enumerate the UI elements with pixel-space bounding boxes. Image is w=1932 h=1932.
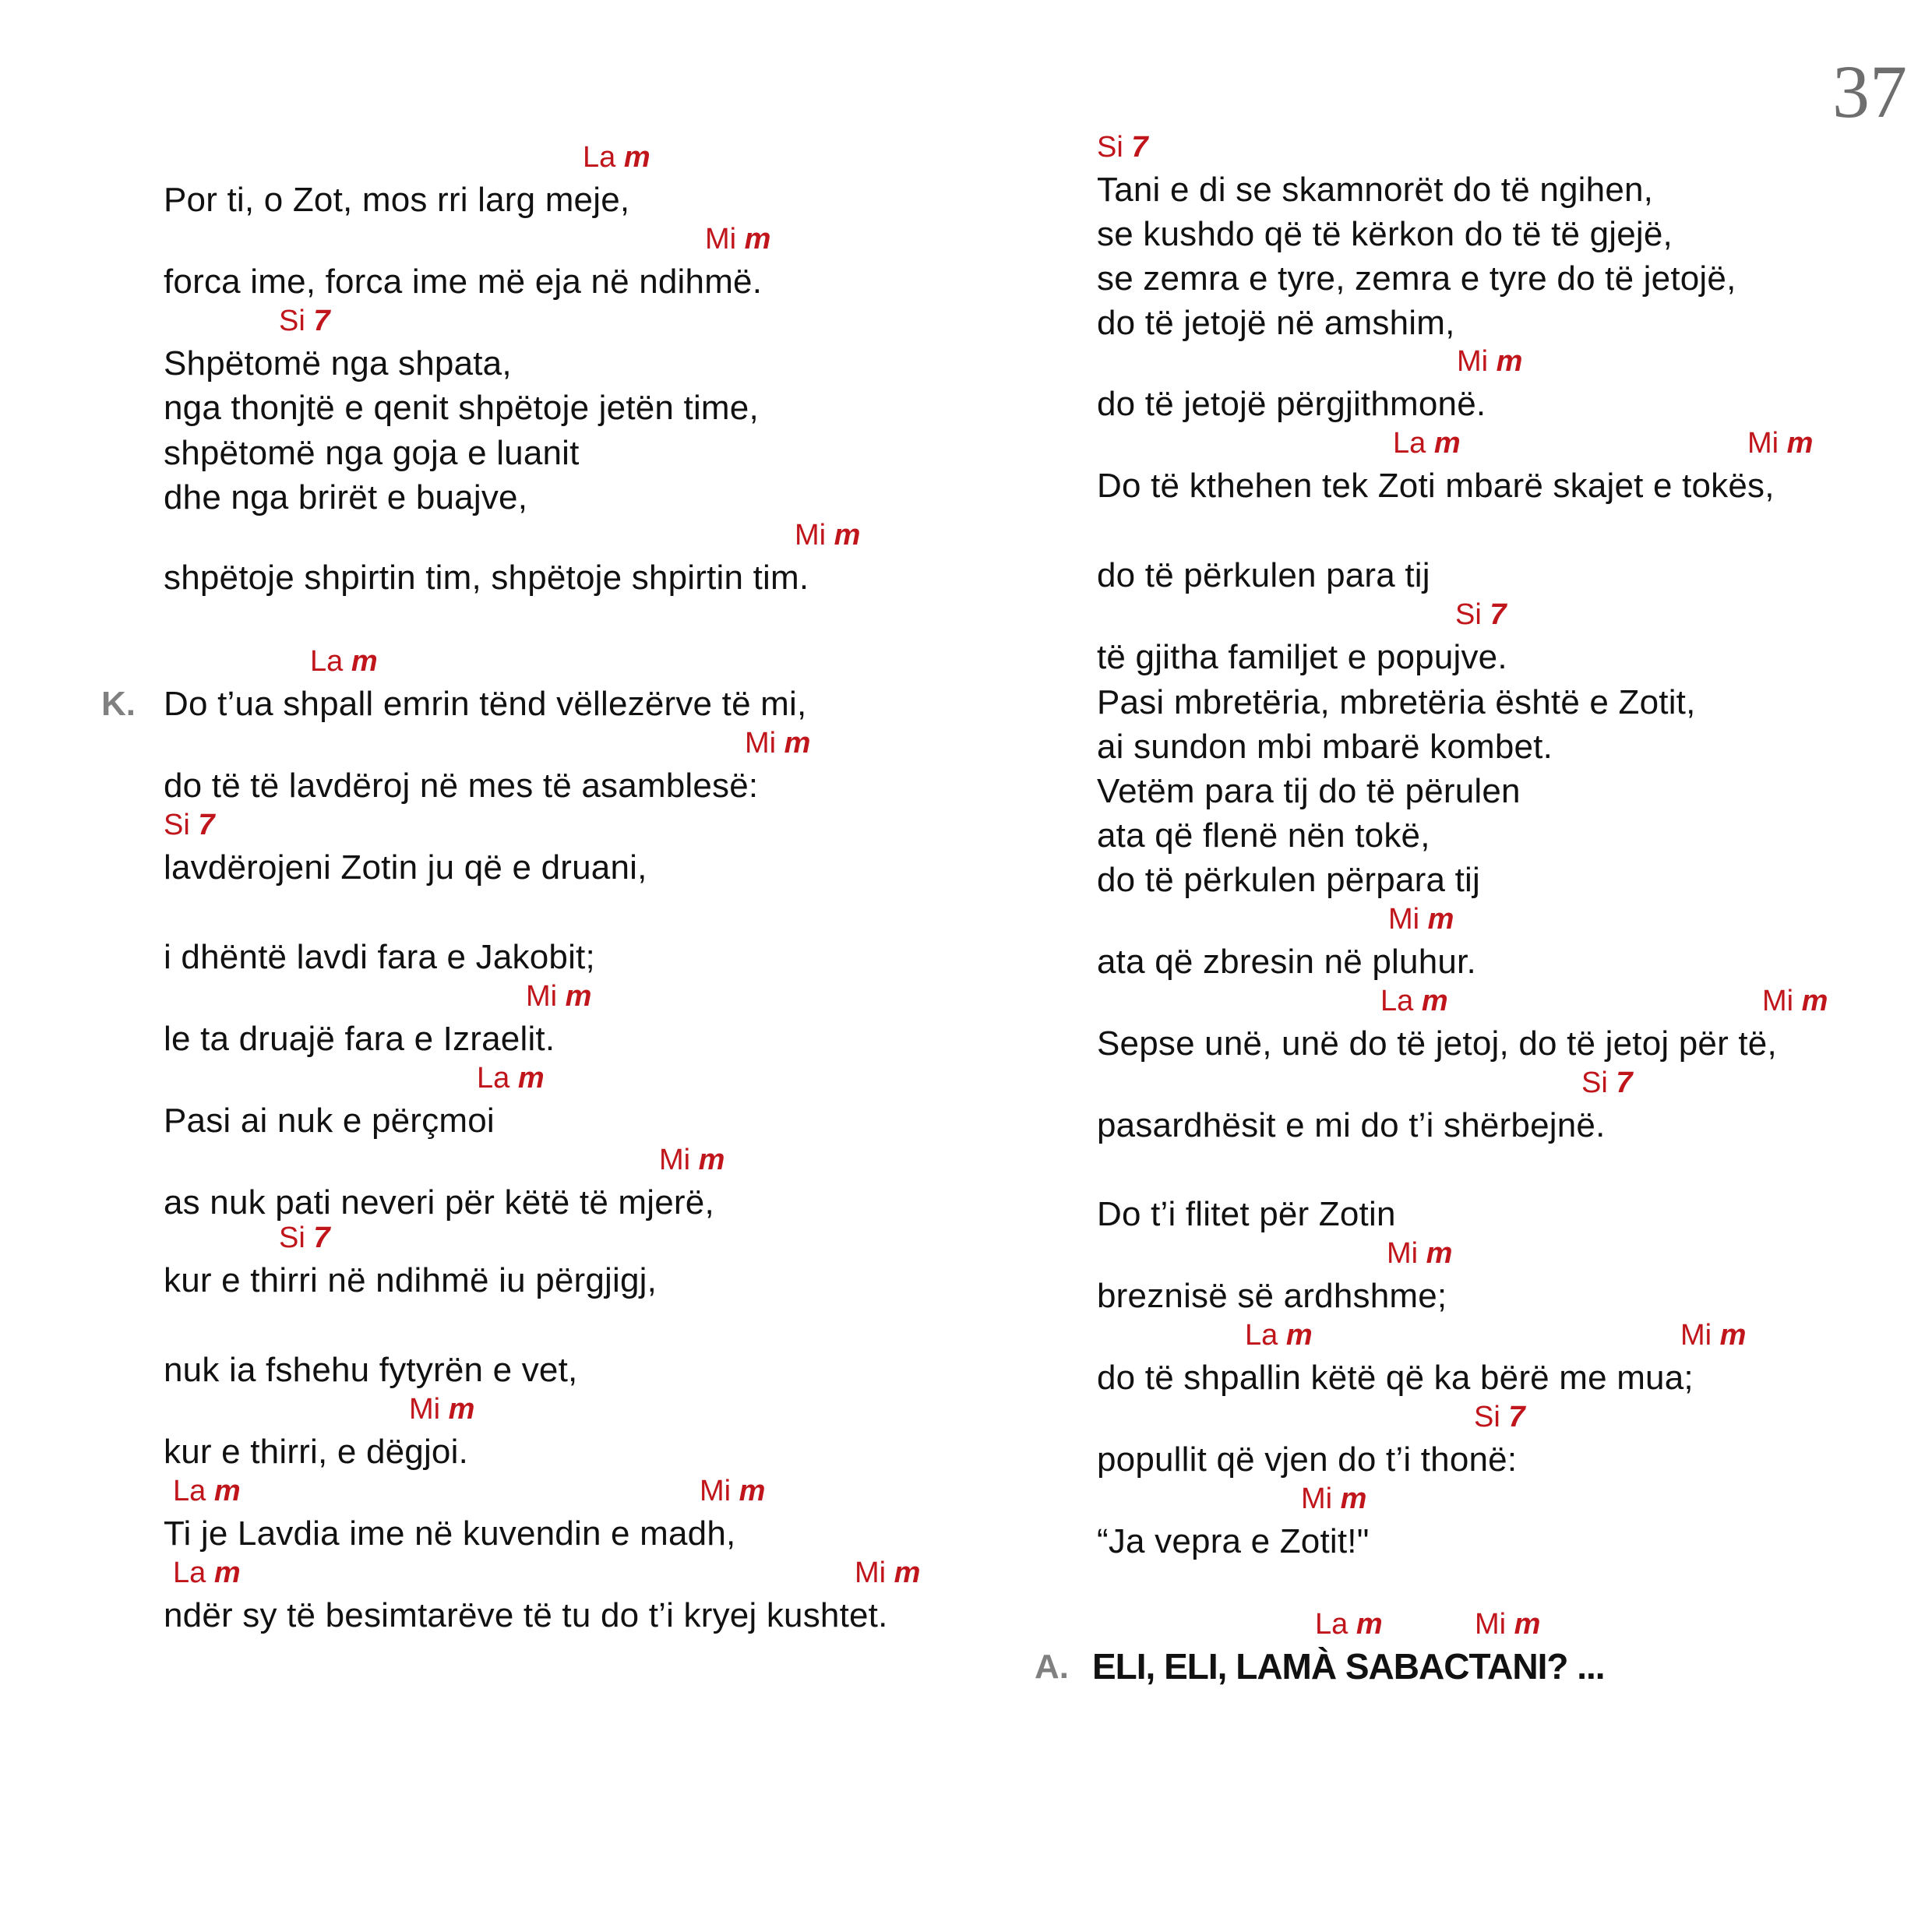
chord-root: La xyxy=(310,645,344,678)
chord-quality: m xyxy=(1427,903,1454,936)
chord-label xyxy=(1301,1484,1366,1514)
chord-quality: m xyxy=(1285,1319,1313,1352)
chord-label xyxy=(1762,986,1828,1016)
chord-root: Mi xyxy=(1475,1608,1507,1641)
lyric-line: “Ja vepra e Zotit!" xyxy=(1097,1522,1370,1560)
chord-label xyxy=(700,1476,765,1506)
chord-label xyxy=(1581,1068,1633,1098)
lyric-line: nga thonjtë e qenit shpëtoje jetën time, xyxy=(164,389,759,427)
chord-quality: m xyxy=(1514,1608,1541,1641)
lyric-line: Pasi mbretëria, mbretëria është e Zotit, xyxy=(1097,683,1696,721)
chord-root: Si xyxy=(1455,598,1482,631)
chord-quality: m xyxy=(698,1144,725,1176)
chord-root: Mi xyxy=(526,980,558,1013)
chord-root: La xyxy=(1245,1319,1278,1352)
lyric-line: Tani e di se skamnorët do të ngihen, xyxy=(1097,171,1654,209)
lyric-line: Do t’i flitet për Zotin xyxy=(1097,1195,1396,1233)
chord-quality: m xyxy=(739,1475,766,1507)
chord-quality: m xyxy=(894,1557,921,1589)
chord-quality: m xyxy=(1356,1608,1383,1641)
verse-marker: K. xyxy=(101,685,136,723)
lyric-line: do të përkulen para tij xyxy=(1097,556,1430,594)
chord-quality: 7 xyxy=(1616,1066,1633,1099)
lyric-line: le ta druajë fara e Izraelit. xyxy=(164,1020,555,1058)
chord-label xyxy=(745,728,810,758)
chord-root: La xyxy=(1380,985,1414,1017)
chord-root: La xyxy=(1393,427,1426,460)
chord-label xyxy=(173,1476,241,1506)
chord-label xyxy=(1457,347,1522,376)
lyric-line: ai sundon mbi mbarë kombet. xyxy=(1097,728,1553,766)
chord-quality: m xyxy=(1421,985,1448,1017)
lyric-line: shpëtomë nga goja e luanit xyxy=(164,434,580,472)
chord-quality: 7 xyxy=(1131,131,1148,164)
lyric-line: Por ti, o Zot, mos rri larg meje, xyxy=(164,181,630,219)
chord-label xyxy=(1475,1609,1540,1639)
chord-quality: 7 xyxy=(313,305,330,337)
chord-quality: m xyxy=(213,1475,241,1507)
lyric-line: se kushdo që të kërkon do të të gjejë, xyxy=(1097,215,1673,253)
chord-root: Mi xyxy=(409,1393,441,1426)
chord-quality: m xyxy=(565,980,592,1013)
chord-label xyxy=(855,1558,920,1588)
chord-root: Mi xyxy=(1762,985,1794,1017)
chord-quality: m xyxy=(517,1062,545,1095)
chord-quality: 7 xyxy=(198,809,215,841)
chord-label xyxy=(705,224,770,254)
lyric-line: se zemra e tyre, zemra e tyre do të jetojë, xyxy=(1097,259,1736,298)
chord-root: Si xyxy=(279,305,305,337)
lyric-line: të gjitha familjet e popujve. xyxy=(1097,638,1507,676)
chord-label xyxy=(795,520,860,550)
response-text: ELI, ELI, LAMÀ SABACTANI? ... xyxy=(1092,1646,1605,1687)
chord-quality: 7 xyxy=(1490,598,1507,631)
chord-label xyxy=(477,1063,545,1093)
page-number: 37 xyxy=(1832,50,1907,133)
chord-root: La xyxy=(173,1557,206,1589)
chord-root: Mi xyxy=(700,1475,732,1507)
chord-root: Mi xyxy=(1680,1319,1712,1352)
chord-quality: m xyxy=(1801,985,1828,1017)
chord-root: Mi xyxy=(745,727,777,760)
chord-quality: 7 xyxy=(313,1222,330,1254)
chord-label xyxy=(173,1558,241,1588)
lyric-line: lavdërojeni Zotin ju që e druani, xyxy=(164,848,647,887)
chord-root: Mi xyxy=(1457,345,1489,378)
chord-root: Si xyxy=(1474,1401,1500,1433)
chord-root: Mi xyxy=(1388,903,1420,936)
chord-quality: m xyxy=(744,223,771,256)
chord-root: La xyxy=(1315,1608,1349,1641)
lyric-line: pasardhësit e mi do t’i shërbejnë. xyxy=(1097,1106,1606,1144)
lyric-line: do të përkulen përpara tij xyxy=(1097,861,1480,899)
lyric-line: ata që flenë nën tokë, xyxy=(1097,816,1430,855)
chord-quality: m xyxy=(1719,1319,1747,1352)
chord-root: Mi xyxy=(705,223,737,256)
chord-label xyxy=(526,982,591,1011)
chord-root: Mi xyxy=(659,1144,691,1176)
chord-quality: m xyxy=(351,645,378,678)
chord-label xyxy=(279,1223,330,1253)
chord-root: Mi xyxy=(855,1557,887,1589)
chord-root: Si xyxy=(164,809,190,841)
chord-label xyxy=(659,1145,724,1175)
chord-root: La xyxy=(583,141,616,174)
lyric-line: do të jetojë në amshim, xyxy=(1097,304,1455,342)
chord-quality: m xyxy=(1426,1237,1453,1270)
chord-label xyxy=(1393,428,1461,458)
lyric-line: kur e thirri në ndihmë iu përgjigj, xyxy=(164,1261,658,1299)
chord-quality: m xyxy=(448,1393,475,1426)
lyric-line: ata që zbresin në pluhur. xyxy=(1097,943,1476,981)
lyric-line: i dhëntë lavdi fara e Jakobit; xyxy=(164,938,595,976)
chord-quality: m xyxy=(623,141,650,174)
chord-quality: m xyxy=(1496,345,1523,378)
chord-label xyxy=(1474,1402,1525,1432)
chord-label xyxy=(409,1394,474,1424)
lyric-line: do të të lavdëroj në mes të asamblesë: xyxy=(164,767,759,805)
chord-label xyxy=(310,647,378,676)
chord-label xyxy=(1680,1320,1746,1350)
lyric-line: Do t’ua shpall emrin tënd vëllezërve të mi, xyxy=(164,685,807,723)
lyric-line: nuk ia fshehu fytyrën e vet, xyxy=(164,1351,578,1389)
chord-root: La xyxy=(173,1475,206,1507)
chord-quality: m xyxy=(1340,1482,1367,1515)
chord-label xyxy=(279,306,330,336)
lyric-line: Ti je Lavdia ime në kuvendin e madh, xyxy=(164,1514,736,1553)
chord-quality: m xyxy=(784,727,811,760)
lyric-line: Sepse unë, unë do të jetoj, do të jetoj për të, xyxy=(1097,1024,1777,1063)
chord-root: Mi xyxy=(1747,427,1779,460)
response-marker: A. xyxy=(1035,1648,1069,1686)
chord-label xyxy=(1455,600,1507,629)
lyric-line: do të shpallin këtë që ka bërë me mua; xyxy=(1097,1359,1694,1397)
chord-label xyxy=(1388,904,1454,934)
lyric-line: Pasi ai nuk e përçmoi xyxy=(164,1102,495,1140)
chord-root: Mi xyxy=(795,519,827,552)
lyric-line: kur e thirri, e dëgjoi. xyxy=(164,1433,468,1471)
chord-quality: m xyxy=(213,1557,241,1589)
lyric-line: ndër sy të besimtarëve të tu do t’i kryej kushtet. xyxy=(164,1596,888,1634)
lyric-line: dhe nga brirët e buajve, xyxy=(164,478,528,516)
chord-label xyxy=(1097,132,1148,162)
chord-root: La xyxy=(477,1062,510,1095)
lyric-line: do të jetojë përgjithmonë. xyxy=(1097,385,1486,423)
chord-label xyxy=(164,810,215,840)
chord-label xyxy=(1387,1239,1452,1268)
chord-quality: 7 xyxy=(1508,1401,1525,1433)
lyric-line: Do të kthehen tek Zoti mbarë skajet e tokës, xyxy=(1097,467,1775,505)
chord-root: Mi xyxy=(1387,1237,1419,1270)
chord-label xyxy=(583,143,650,172)
chord-label xyxy=(1315,1609,1383,1639)
lyric-line: Vetëm para tij do të përulen xyxy=(1097,772,1521,810)
chord-quality: m xyxy=(1786,427,1814,460)
lyric-line: shpëtoje shpirtin tim, shpëtoje shpirtin tim. xyxy=(164,559,809,597)
lyric-line: forca ime, forca ime më eja në ndihmë. xyxy=(164,263,763,301)
chord-root: Mi xyxy=(1301,1482,1333,1515)
chord-root: Si xyxy=(1097,131,1123,164)
lyric-line: Shpëtomë nga shpata, xyxy=(164,344,512,383)
chord-quality: m xyxy=(1433,427,1461,460)
lyric-line: breznisë së ardhshme; xyxy=(1097,1277,1447,1315)
chord-label xyxy=(1380,986,1448,1016)
chord-root: Si xyxy=(1581,1066,1608,1099)
chord-label xyxy=(1245,1320,1313,1350)
chord-label xyxy=(1747,428,1813,458)
chord-root: Si xyxy=(279,1222,305,1254)
chord-quality: m xyxy=(834,519,861,552)
lyric-line: popullit që vjen do t’i thonë: xyxy=(1097,1440,1518,1479)
lyric-line: as nuk pati neveri për këtë të mjerë, xyxy=(164,1183,714,1222)
